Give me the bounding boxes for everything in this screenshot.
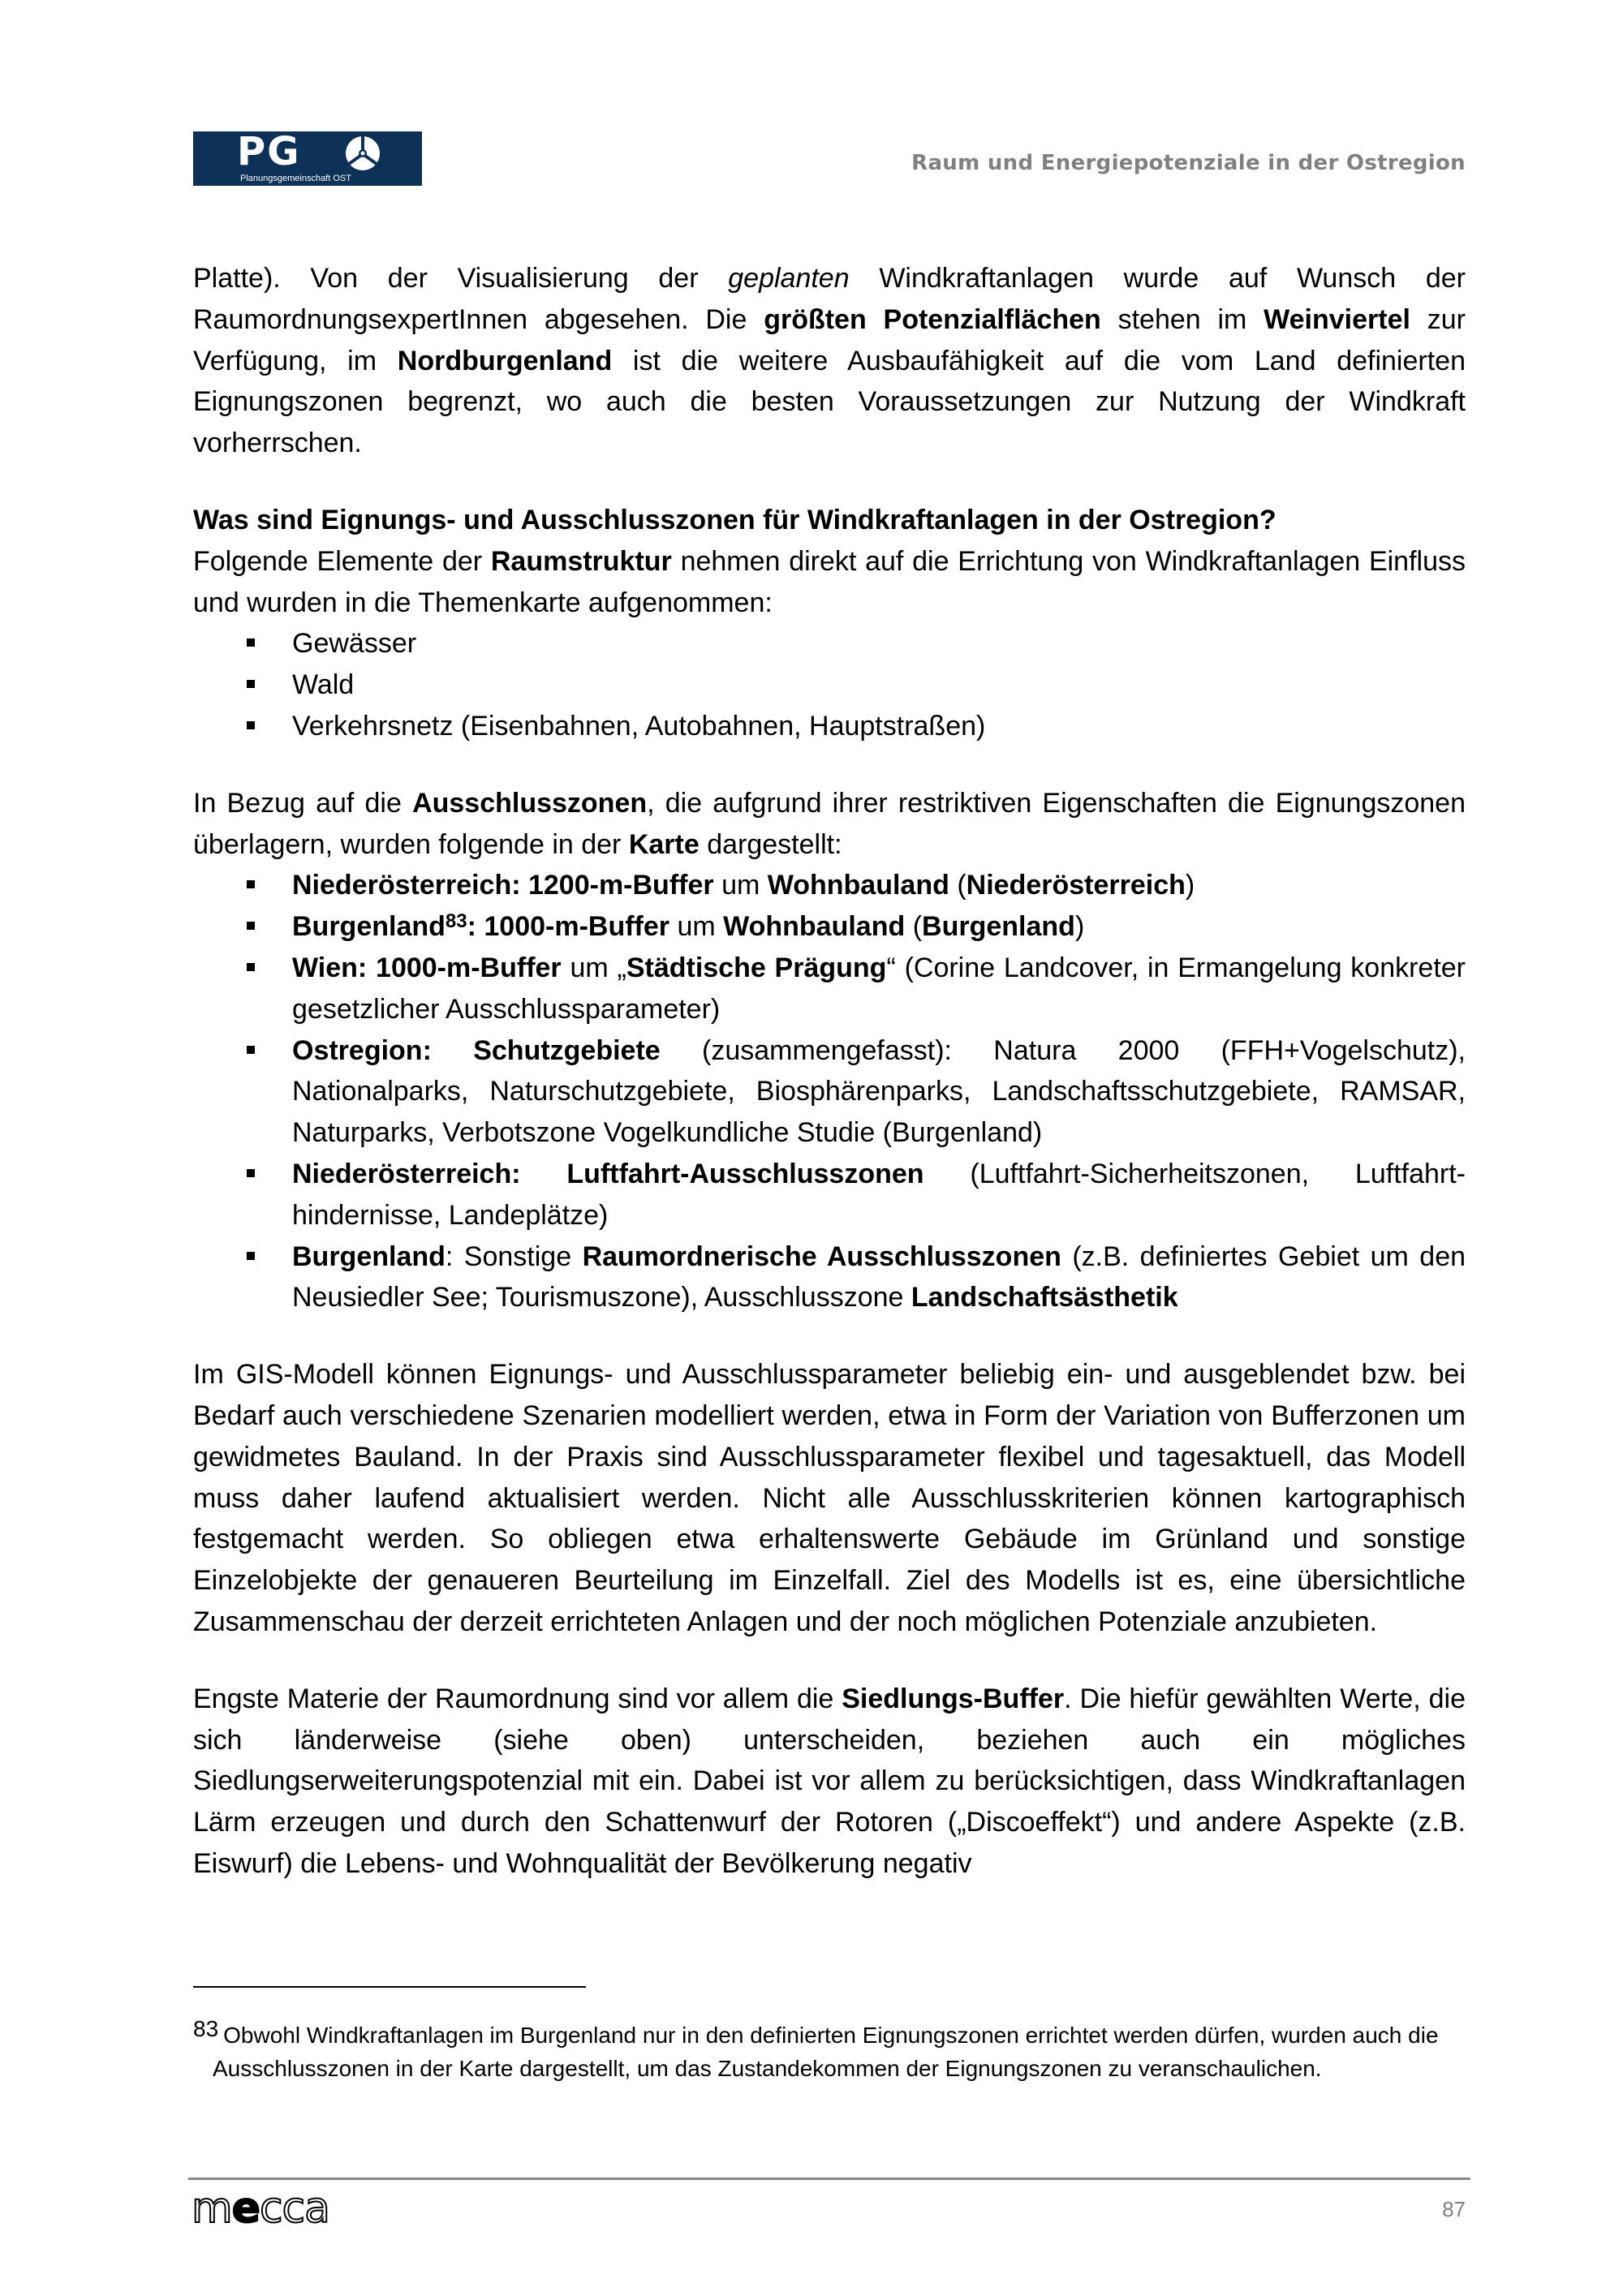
list-item (193, 706, 1466, 747)
paragraph (193, 541, 1466, 624)
text-run: “ (Corine Landcover, in Ermangelung konkreter gesetzlicher Ausschlussparameter) (292, 952, 1466, 1025)
pgo-logo (193, 131, 422, 186)
text-run: Burgenland (292, 1240, 446, 1272)
text-run: Wohnbauland (767, 870, 949, 901)
list-item (193, 1030, 1466, 1154)
text-run: Verkehrsnetz (Eisenbahnen, Autobahnen, Hauptstraßen) (292, 710, 986, 742)
text-run: Folgende Elemente der (193, 545, 491, 577)
text-run: , die aufgrund ihrer restriktiven Eigenschaften die Eignungszonen überlagern, wurden folgende in der (193, 787, 1466, 860)
text-run: Karte (628, 828, 700, 860)
footnote-divider (193, 1986, 586, 1988)
footnote-number: 83 (193, 2016, 219, 2041)
structure-list (193, 623, 1466, 746)
text-run: Ostregion: Schutzgebiete (292, 1034, 661, 1066)
logo-text: PG (237, 131, 301, 174)
text-run: um (669, 911, 724, 943)
text-run: Engste Materie der Raumordnung sind vor allem die (193, 1683, 842, 1714)
text-run: : 1000-m-Buffer (467, 911, 669, 943)
text-run: In Bezug auf die (193, 787, 413, 819)
footer-divider (188, 2178, 1470, 2180)
text-run: um (713, 870, 768, 901)
text-run: Niederösterreich: 1200-m-Buffer (292, 870, 714, 901)
text-run: ist die weitere Ausbaufähigkeit auf die vom Land definierten Eignungszonen begrenzt, wo auch die besten Voraussetzungen zur Nutzung der Windkraft vorherrschen. (193, 345, 1466, 459)
text-run: nehmen direkt auf die Errichtung von Windkraftanlagen Einfluss und wurden in die Themenkarte aufgenommen: (193, 545, 1466, 618)
list-item (193, 1154, 1466, 1236)
text-run: Nordburgenland (397, 345, 613, 376)
text-run: zur Verfügung, im (193, 303, 1466, 376)
page-number: 87 (1442, 2197, 1466, 2221)
list-item (193, 948, 1466, 1030)
text-run: Siedlungs-Buffer (842, 1683, 1065, 1714)
exclusion-zone-list (193, 865, 1466, 1318)
text-run: Niederösterreich: Luftfahrt-Ausschlusszonen (292, 1158, 924, 1189)
mecca-logo: mecca (192, 2184, 329, 2233)
text-run: Gewässer (292, 628, 417, 660)
wind-turbine-icon (344, 135, 381, 172)
text-run: Raumstruktur (490, 545, 672, 577)
paragraph (193, 1354, 1466, 1643)
text-run: Wien: 1000-m-Buffer (292, 952, 562, 983)
text-run: Ausschlusszonen (412, 787, 648, 819)
list-item (193, 623, 1466, 664)
text-run: ) (1074, 911, 1085, 943)
footnote (193, 2016, 1466, 2085)
list-item (193, 865, 1466, 906)
text-run: Weinviertel (1264, 303, 1410, 335)
text-run: Städtische Prägung (626, 952, 887, 983)
paragraph (193, 258, 1466, 464)
text-run: (z.B. definiertes Gebiet um den Neusiedler See; Tourismuszone), Ausschlusszone (292, 1240, 1466, 1314)
text-run: Landschaftsästhetik (911, 1282, 1178, 1314)
text-run: ( (949, 870, 966, 901)
footnote-reference: 83 (445, 910, 467, 933)
header-title: Raum und Energiepotenziale in der Ostregion (911, 151, 1466, 175)
list-item (193, 664, 1466, 706)
text-run: ( (905, 911, 923, 943)
text-run: (Luftfahrt-Sicherheitszonen, Luftfahrt-hindernisse, Landeplätze) (292, 1158, 1466, 1231)
footnote-text: Obwohl Windkraftanlagen im Burgenland nur in den definierten Eignungszonen errichtet werden dürfen, wurden auch die Ausschlusszonen in der Karte dargestellt, um das Zustandekommen der Eignungszonen zu veranschaulichen. (213, 2023, 1439, 2081)
text-run: Windkraftanlagen wurde auf Wunsch der RaumordnungsexpertInnen abgesehen. Die (193, 263, 1466, 335)
text-run: Im GIS-Modell können Eignungs- und Ausschlussparameter beliebig ein- und ausgeblendet bzw. bei Bedarf auch verschiedene Szenarien modelliert werden, etwa in Form der Variation von Bufferzonen um gewidmetes Bauland. In der Praxis sind Ausschlussparameter flexibel und tagesaktuell, das Modell muss daher laufend aktualisiert werden. Nicht alle Ausschlusskriterien können kartographisch festgemacht werden. So obliegen etwa erhaltenswerte Gebäude im Grünland und sonstige Einzelobjekte der genaueren Beurteilung im Einzelfall. Ziel des Modells ist es, eine übersichtliche Zusammenschau der derzeit errichteten Anlagen und der noch möglichen Potenziale anzubieten. (193, 1359, 1466, 1637)
paragraph (193, 1679, 1466, 1885)
text-run: Burgenland (292, 911, 446, 943)
text-run: (zusammengefasst): Natura 2000 (FFH+Vogelschutz), Nationalparks, Naturschutzgebiete, Biosphärenparks, Landschaftsschutzgebiete, RAMSAR, Naturparks, Verbotszone Vogelkundliche Studie (Burgenland) (292, 1034, 1466, 1149)
list-item (193, 906, 1466, 948)
text-run: Niederösterreich (966, 870, 1186, 901)
paragraph (193, 783, 1466, 866)
text-run: Burgenland (922, 911, 1075, 943)
text-run: Platte). Von der Visualisierung der (193, 263, 729, 294)
text-run: größten Potenzialflächen (764, 303, 1101, 335)
text-run: geplanten (728, 263, 850, 294)
text-run: um „ (561, 952, 626, 983)
logo-subtitle: Planungsgemeinschaft OST (240, 174, 351, 183)
section-heading: Was sind Eignungs- und Ausschlusszonen für Windkraftanlagen in der Ostregion? (193, 504, 1276, 535)
text-run: stehen im (1100, 303, 1264, 335)
text-run: . Die hiefür gewählten Werte, die sich länderweise (siehe oben) unterscheiden, beziehen auch ein mögliches Siedlungserweiterungspotenzial mit ein. Dabei ist vor allem zu berücksichtigen, dass Windkraftanlagen Lärm erzeugen und durch den Schattenwurf der Rotoren („Discoeffekt“) und andere Aspekte (z.B. Eiswurf) die Lebens- und Wohnqualität der Bevölkerung negativ (193, 1683, 1466, 1879)
text-run: : Sonstige (445, 1240, 583, 1272)
text-run: Raumordnerische Ausschlusszonen (582, 1240, 1061, 1272)
text-run: Wald (292, 669, 355, 701)
text-run: Wohnbauland (723, 911, 906, 943)
text-run: ) (1185, 870, 1195, 901)
main-content (193, 258, 1466, 1920)
list-item (193, 1236, 1466, 1319)
text-run: dargestellt: (699, 828, 842, 860)
